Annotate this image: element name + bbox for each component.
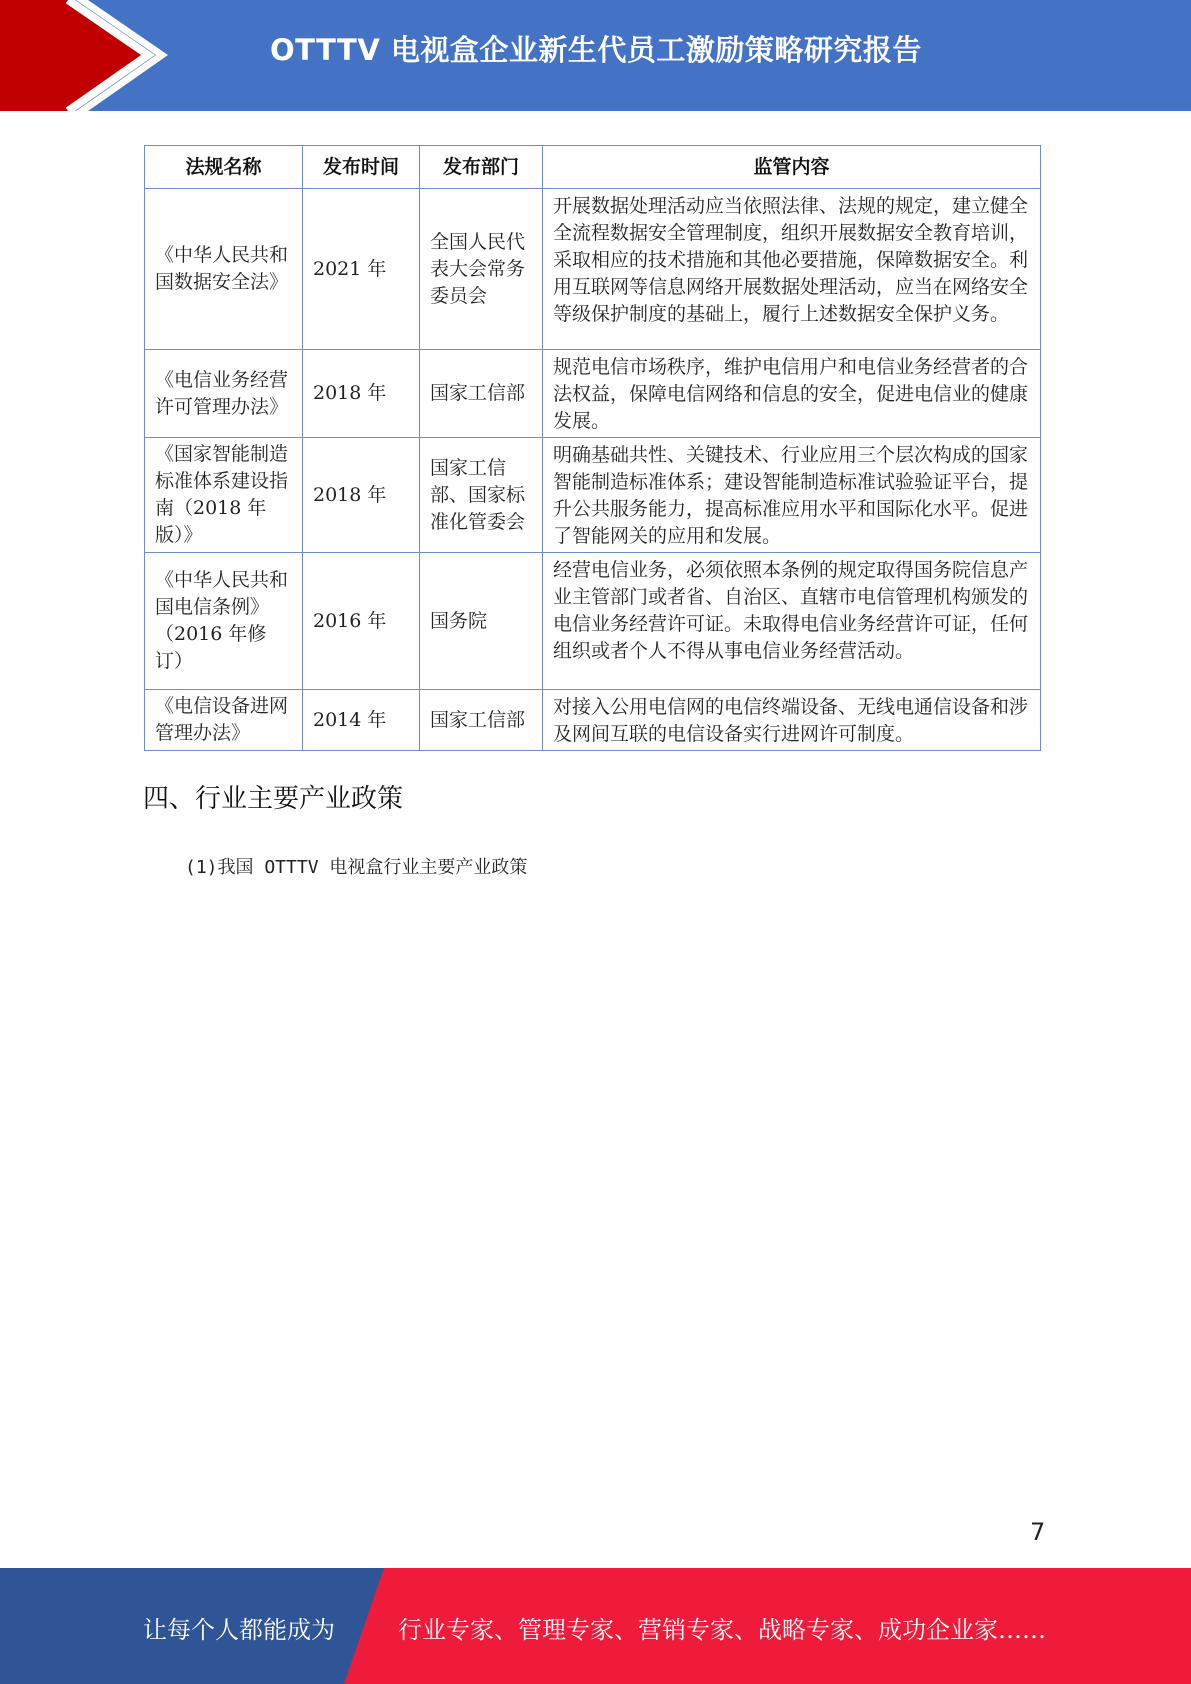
regulation-dept: 国家工信部 bbox=[420, 690, 543, 751]
regulation-name: 《中华人民共和国数据安全法》 bbox=[145, 189, 303, 350]
page-header bbox=[0, 0, 1191, 111]
table-row bbox=[145, 690, 1041, 751]
column-header-content: 监管内容 bbox=[543, 146, 1041, 189]
regulation-content: 开展数据处理活动应当依照法律、法规的规定，建立健全全流程数据安全管理制度，组织开展数据安全教育培训，采取相应的技术措施和其他必要措施，保障数据安全。利用互联网等信息网络开展数据处理活动，应当在网络安全等级保护制度的基础上，履行上述数据安全保护义务。 bbox=[543, 189, 1041, 350]
table-header-row bbox=[145, 146, 1041, 189]
table-row bbox=[145, 438, 1041, 553]
footer-slogan-left: 让每个人都能成为 bbox=[143, 1616, 335, 1644]
regulation-year: 2018 年 bbox=[303, 350, 420, 438]
report-title: OTTTV 电视盒企业新生代员工激励策略研究报告 bbox=[270, 33, 922, 67]
regulation-dept: 国务院 bbox=[420, 553, 543, 690]
regulation-year: 2018 年 bbox=[303, 438, 420, 553]
column-header-name: 法规名称 bbox=[145, 146, 303, 189]
table-row bbox=[145, 189, 1041, 350]
regulation-content: 对接入公用电信网的电信终端设备、无线电通信设备和涉及网间互联的电信设备实行进网许可制度。 bbox=[543, 690, 1041, 751]
regulations-table bbox=[144, 145, 1041, 751]
regulation-content: 经营电信业务，必须依照本条例的规定取得国务院信息产业主管部门或者省、自治区、直辖市电信管理机构颁发的电信业务经营许可证。未取得电信业务经营许可证，任何组织或者个人不得从事电信业务经营活动。 bbox=[543, 553, 1041, 690]
table-row bbox=[145, 350, 1041, 438]
regulation-name: 《电信业务经营许可管理办法》 bbox=[145, 350, 303, 438]
regulation-name: 《国家智能制造标准体系建设指南（2018 年版）》 bbox=[145, 438, 303, 553]
regulation-dept: 全国人民代表大会常务委员会 bbox=[420, 189, 543, 350]
column-header-year: 发布时间 bbox=[303, 146, 420, 189]
table-row bbox=[145, 553, 1041, 690]
page-number: 7 bbox=[1030, 1518, 1046, 1546]
regulation-content: 明确基础共性、关键技术、行业应用三个层次构成的国家智能制造标准体系；建设智能制造标准试验验证平台，提升公共服务能力，提高标准应用水平和国际化水平。促进了智能网关的应用和发展。 bbox=[543, 438, 1041, 553]
regulation-dept: 国家工信部、国家标准化管委会 bbox=[420, 438, 543, 553]
regulation-dept: 国家工信部 bbox=[420, 350, 543, 438]
regulation-year: 2016 年 bbox=[303, 553, 420, 690]
page-footer bbox=[0, 1568, 1191, 1684]
section-heading: 四、行业主要产业政策 bbox=[143, 784, 404, 814]
regulation-content: 规范电信市场秩序，维护电信用户和电信业务经营者的合法权益，保障电信网络和信息的安全，促进电信业的健康发展。 bbox=[543, 350, 1041, 438]
regulation-name: 《中华人民共和国电信条例》（2016 年修订） bbox=[145, 553, 303, 690]
regulation-year: 2021 年 bbox=[303, 189, 420, 350]
regulation-year: 2014 年 bbox=[303, 690, 420, 751]
sub-heading: (1)我国 OTTTV 电视盒行业主要产业政策 bbox=[185, 857, 528, 878]
column-header-dept: 发布部门 bbox=[420, 146, 543, 189]
footer-slogan-right: 行业专家、管理专家、营销专家、战略专家、成功企业家…… bbox=[398, 1616, 1046, 1644]
regulation-name: 《电信设备进网管理办法》 bbox=[145, 690, 303, 751]
